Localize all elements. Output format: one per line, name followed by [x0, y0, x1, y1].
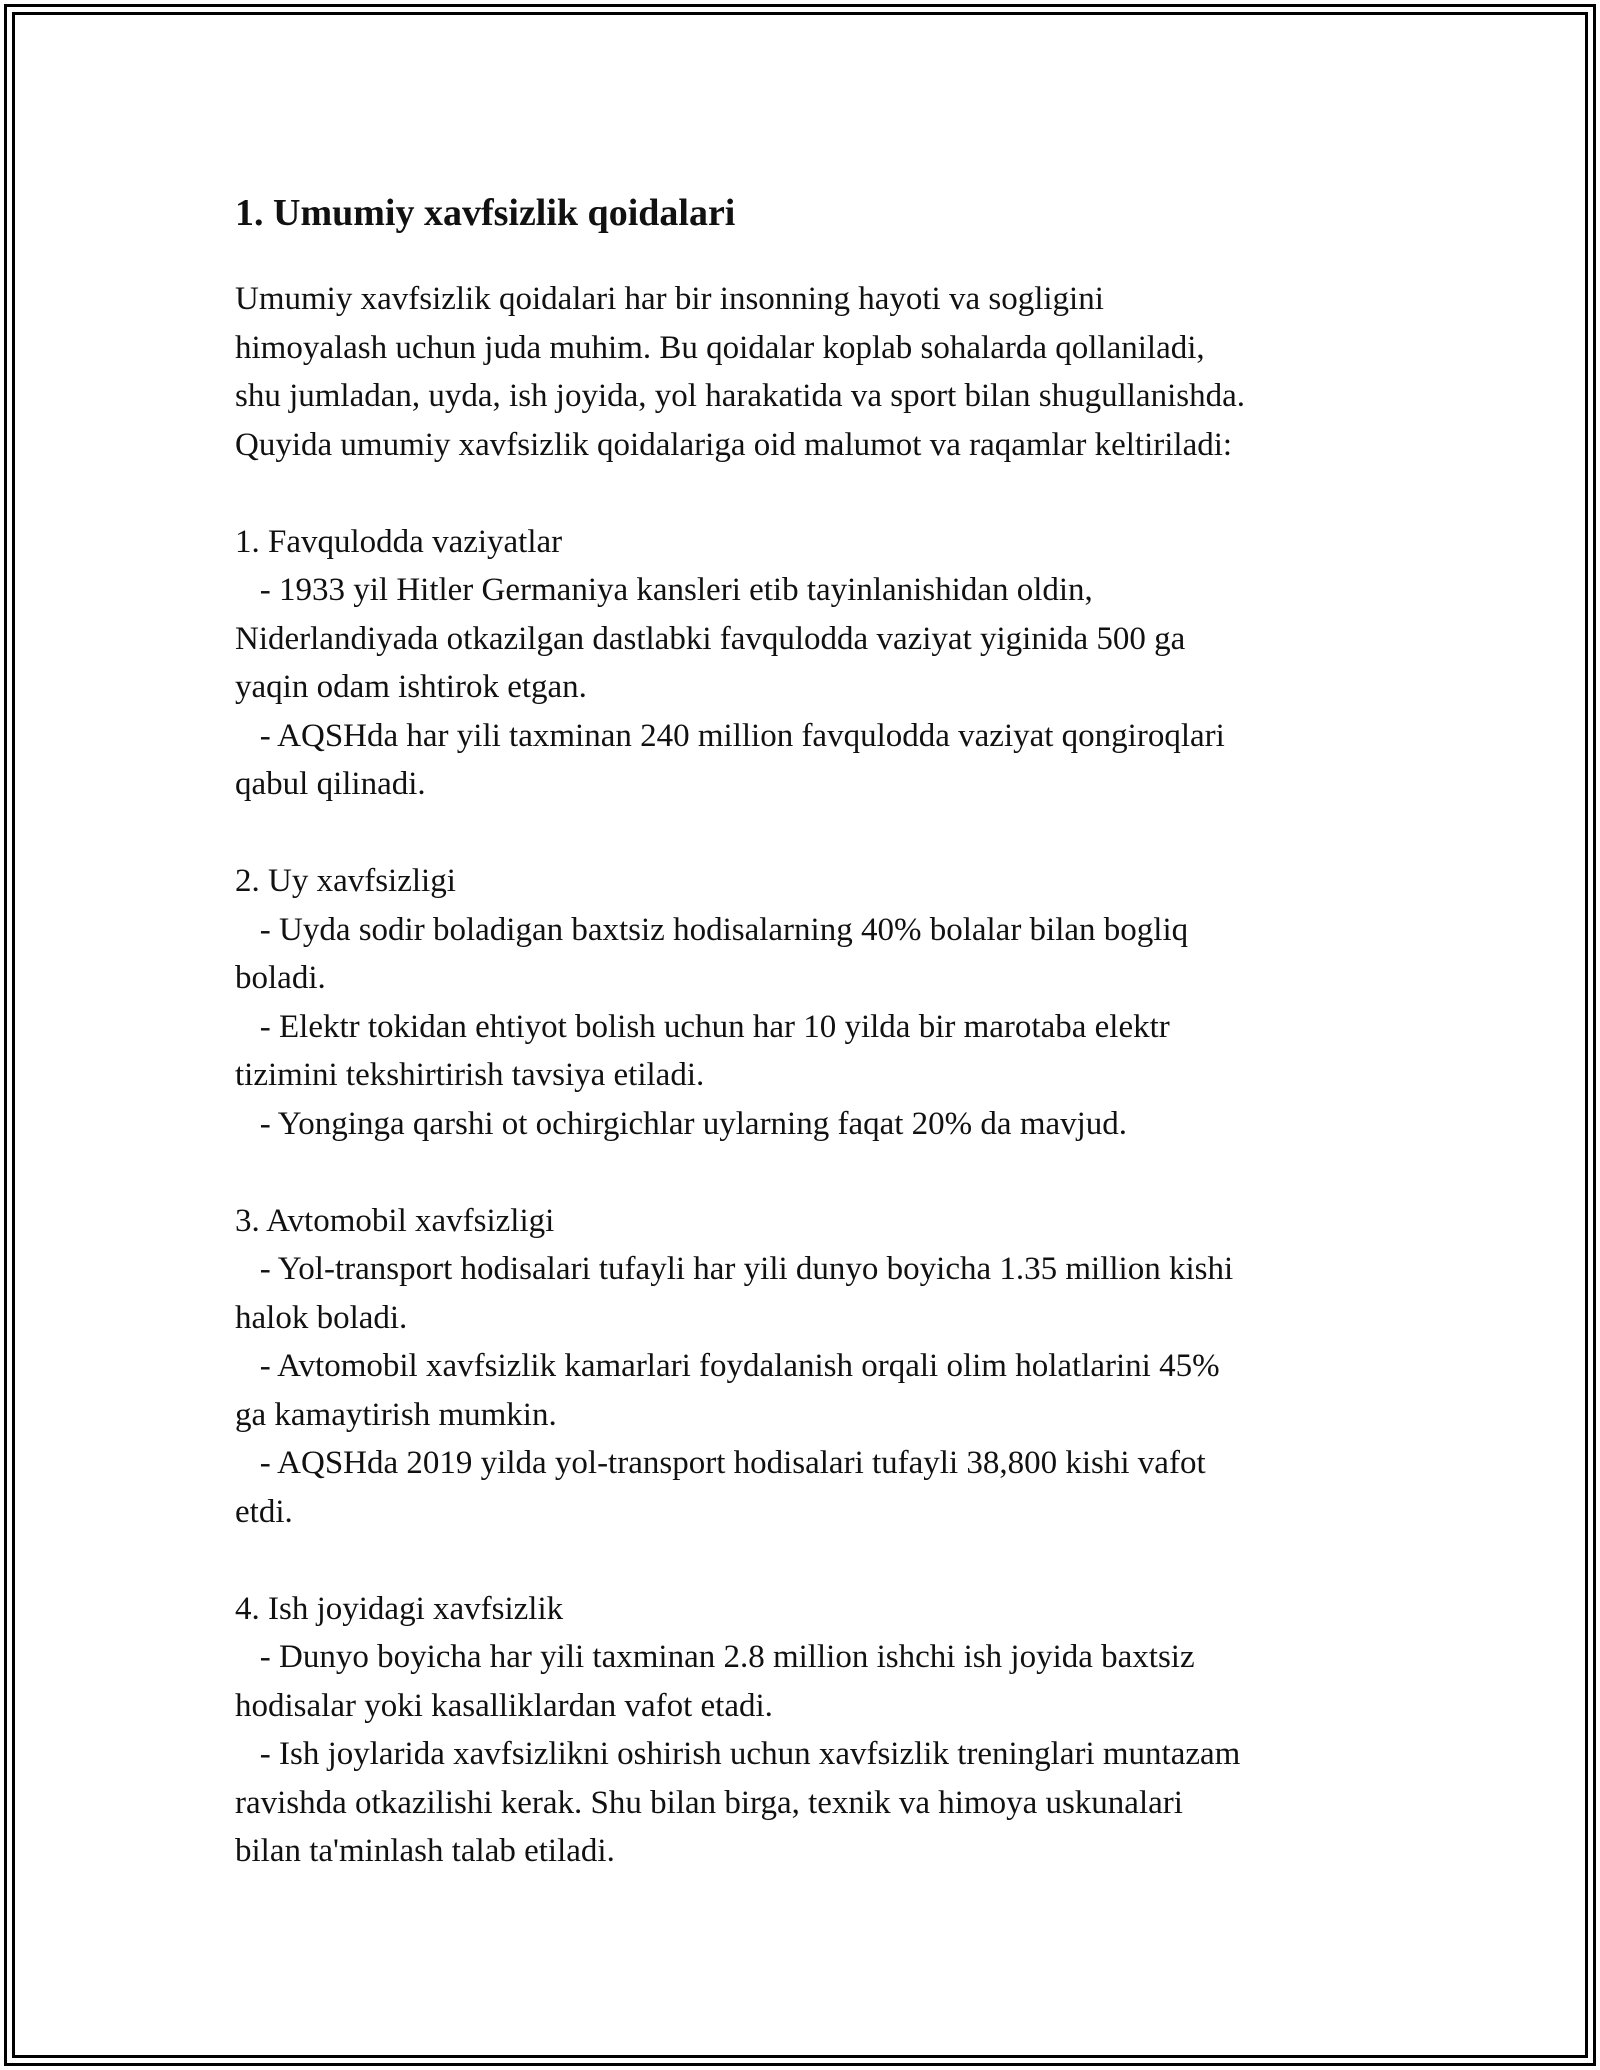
- section-line: - Uyda sodir boladigan baxtsiz hodisalarning 40% bolalar bilan bogliq: [235, 911, 1189, 948]
- spacer: [235, 1148, 1385, 1197]
- section-line: hodisalar yoki kasalliklardan vafot etadi.: [235, 1687, 773, 1724]
- section-heading: 3. Avtomobil xavfsizligi: [235, 1202, 555, 1239]
- section-heading: 1. Favqulodda vaziyatlar: [235, 523, 563, 560]
- section-vehicle-safety: [235, 1197, 1385, 1537]
- section-line: - Dunyo boyicha har yili taxminan 2.8 million ishchi ish joyida baxtsiz: [235, 1639, 1195, 1675]
- section-line: - Elektr tokidan ehtiyot bolish uchun har 10 yilda bir marotaba elektr: [235, 1008, 1170, 1045]
- section-line: boladi.: [235, 960, 326, 996]
- intro-paragraph: [235, 275, 1385, 469]
- section-line: - Ish joylarida xavfsizlikni oshirish uchun xavfsizlik treninglari muntazam: [235, 1736, 1241, 1772]
- spacer: [235, 1536, 1385, 1585]
- section-line: - AQSHda 2019 yilda yol-transport hodisalari tufayli 38,800 kishi vafot: [235, 1445, 1206, 1481]
- section-home-safety: [235, 857, 1385, 1148]
- intro-line: himoyalash uchun juda muhim. Bu qoidalar koplab sohalarda qollaniladi,: [235, 329, 1205, 366]
- section-heading: 2. Uy xavfsizligi: [235, 863, 456, 899]
- section-workplace-safety: [235, 1585, 1385, 1876]
- section-line: - Avtomobil xavfsizlik kamarlari foydalanish orqali olim holatlarini 45%: [235, 1348, 1220, 1384]
- intro-line: Quyida umumiy xavfsizlik qoidalariga oid malumot va raqamlar keltiriladi:: [235, 426, 1233, 463]
- section-line: qabul qilinadi.: [235, 766, 426, 802]
- section-line: - Yonginga qarshi ot ochirgichlar uylarning faqat 20% da mavjud.: [235, 1105, 1128, 1142]
- section-line: - AQSHda har yili taxminan 240 million favqulodda vaziyat qongiroqlari: [235, 717, 1225, 754]
- section-line: ga kamaytirish mumkin.: [235, 1396, 557, 1433]
- section-line: halok boladi.: [235, 1299, 408, 1336]
- document-body: [235, 185, 1385, 1876]
- section-line: - 1933 yil Hitler Germaniya kansleri etib tayinlanishidan oldin,: [235, 572, 1093, 608]
- section-line: Niderlandiyada otkazilgan dastlabki favqulodda vaziyat yiginida 500 ga: [235, 620, 1186, 657]
- spacer: [235, 469, 1385, 518]
- section-line: ravishda otkazilishi kerak. Shu bilan birga, texnik va himoya uskunalari: [235, 1784, 1183, 1821]
- section-line: etdi.: [235, 1493, 293, 1530]
- intro-line: shu jumladan, uyda, ish joyida, yol harakatida va sport bilan shugullanishda.: [235, 378, 1245, 414]
- section-line: bilan ta'minlash talab etiladi.: [235, 1833, 615, 1869]
- section-line: yaqin odam ishtirok etgan.: [235, 669, 587, 705]
- spacer: [235, 809, 1385, 858]
- section-heading: 4. Ish joyidagi xavfsizlik: [235, 1590, 564, 1627]
- section-line: - Yol-transport hodisalari tufayli har yili dunyo boyicha 1.35 million kishi: [235, 1251, 1234, 1287]
- section-line: tizimini tekshirtirish tavsiya etiladi.: [235, 1057, 705, 1093]
- document-title: 1. Umumiy xavfsizlik qoidalari: [235, 192, 736, 234]
- section-emergencies: [235, 518, 1385, 809]
- intro-line: Umumiy xavfsizlik qoidalari har bir insonning hayoti va sogligini: [235, 281, 1104, 317]
